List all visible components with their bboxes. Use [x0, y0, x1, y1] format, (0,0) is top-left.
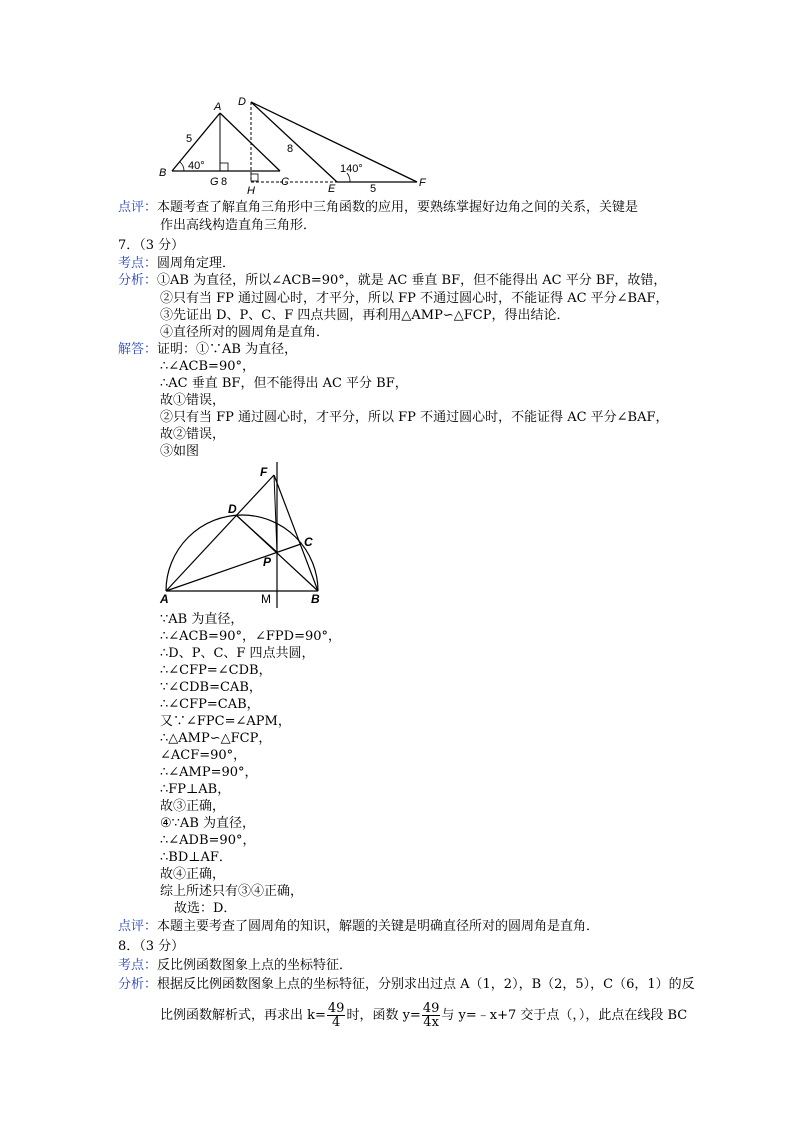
q7-proof-line: ∵AB 为直径，: [160, 612, 244, 627]
q8-fenxi-line-2: [160, 1001, 687, 1031]
fenxi-text-b: 时，函数 y=: [346, 1008, 421, 1023]
comment-6-line-2: 作出高线构造直角三角形．: [160, 218, 317, 233]
label-p: P: [263, 555, 272, 569]
q7-jieda-line: 故②错误，: [160, 427, 226, 442]
length-bc: 8: [221, 176, 228, 188]
kaodian-text: 圆周角定理．: [157, 256, 236, 271]
q7-proof-line: ∴D、P、C、F 四点共圆，: [160, 646, 315, 661]
label-g: G: [210, 176, 219, 188]
q7-jieda-line: ②只有当 FP 通过圆心时，才平分，所以 FP 不通过圆心时，不能证得 AC 平分∠BAF，: [160, 410, 669, 425]
fenxi-tag: 分析：: [118, 273, 158, 288]
jieda-text: 证明：①∵AB 为直径，: [157, 342, 298, 357]
figure-triangles: [150, 92, 440, 197]
question-8-heading: 8．（3 分）: [118, 939, 185, 954]
q7-proof-line: ∵∠CDB=CAB，: [160, 680, 262, 695]
q7-proof-line: ∴∠CFP=∠CDB，: [160, 663, 272, 678]
label-a: A: [214, 101, 222, 113]
label-b: B: [311, 592, 320, 606]
q7-jieda-line: ∴AC 垂直 BF，但不能得出 AC 平分 BF，: [160, 376, 408, 391]
question-7-heading: 7．（3 分）: [118, 238, 185, 253]
jieda-tag: 解答：: [118, 342, 158, 357]
fenxi-text-c: 与 y=﹣x+7 交于点（，），此点在线段 BC: [441, 1008, 688, 1023]
length-de: 8: [287, 143, 294, 155]
label-f: F: [260, 465, 268, 479]
comment-tag: 点评：: [118, 200, 158, 215]
kaodian-tag: 考点：: [118, 256, 158, 271]
q8-kaodian: [118, 957, 352, 974]
label-d: D: [228, 502, 237, 516]
length-ef: 5: [370, 183, 377, 195]
dianping-text: 本题主要考查了圆周角的知识，解题的关键是明确直径所对的圆周角是直角．: [157, 919, 600, 934]
q7-proof-line: ∴BD⊥AF．: [160, 850, 232, 865]
fraction-denominator: 4: [332, 1015, 341, 1030]
label-m: M: [261, 592, 271, 606]
comment-text: 本题考查了解直角三角形中三角函数的应用，要熟练掌握好边角之间的关系，关键是: [157, 200, 639, 215]
q7-proof-line: ∴FP⊥AB，: [160, 782, 231, 797]
kaodian-text: 反比例函数图象上点的坐标特征．: [157, 958, 353, 973]
q7-jieda-line: 故①错误，: [160, 393, 226, 408]
label-e: E: [328, 183, 336, 195]
label-c: C: [281, 176, 289, 188]
q7-kaodian: [118, 255, 235, 272]
fenxi-text: 根据反比例函数图象上点的坐标特征，分别求出过点 A（1，2），B（2，5），C（6，1）的反: [157, 977, 695, 992]
label-a: A: [160, 592, 169, 606]
label-h: H: [247, 185, 255, 197]
q7-jieda-line: ∴∠ACB=90°，: [160, 359, 255, 374]
q7-jieda-line-1: [118, 341, 297, 358]
fraction-numerator: 49: [327, 1001, 345, 1016]
label-b: B: [159, 167, 167, 179]
q7-fenxi-line-4: ④直径所对的圆周角是直角．: [160, 325, 330, 340]
q7-fenxi-line-3: ③先证出 D、P、C、F 四点共圆，再利用△AMP∽△FCP，得出结论．: [160, 308, 570, 323]
angle-e-label: 140°: [340, 163, 363, 175]
q7-jieda-line: ③如图: [160, 444, 200, 459]
q7-proof-line: ∠ACF=90°，: [160, 748, 247, 763]
fraction-denominator: 4x: [423, 1015, 439, 1030]
q7-fenxi-line-1: [118, 272, 666, 289]
q7-proof-line: ∴∠AMP=90°，: [160, 765, 258, 780]
q7-answer-line: 故选：D．: [174, 901, 237, 916]
label-f: F: [419, 177, 426, 189]
dianping-tag: 点评：: [118, 919, 158, 934]
length-ab: 5: [186, 133, 193, 145]
q7-proof-line: ∴∠CFP=CAB，: [160, 697, 260, 712]
angle-b-label: 40°: [188, 160, 205, 172]
fenxi-tag: 分析：: [118, 977, 158, 992]
q7-proof-line: ∴∠ACB=90°，∠FPD=90°，: [160, 629, 342, 644]
q7-proof-line: ∴∠ADB=90°，: [160, 833, 256, 848]
q7-proof-line: 综上所述只有③④正确，: [160, 884, 304, 899]
label-c: C: [304, 535, 313, 549]
fraction-numerator: 49: [422, 1001, 440, 1016]
fenxi-text-a: 比例函数解析式，再求出 k=: [160, 1008, 326, 1023]
q7-proof-line: 故④正确，: [160, 867, 226, 882]
q8-fenxi-line-1: [118, 976, 695, 993]
comment-6-line-1: [118, 199, 638, 216]
figure-circle: [158, 460, 328, 608]
label-d: D: [238, 96, 246, 108]
fraction-k: [327, 1002, 346, 1029]
q7-proof-line: 故③正确，: [160, 799, 226, 814]
kaodian-tag: 考点：: [118, 958, 158, 973]
fraction-y: [422, 1002, 441, 1029]
q7-proof-line: 又∵∠FPC=∠APM，: [160, 714, 291, 729]
fenxi-text: ①AB 为直径，所以∠ACB=90°，就是 AC 垂直 BF，但不能得出 AC 平分 BF，故错，: [157, 273, 667, 288]
q7-proof-line: ④∵AB 为直径，: [160, 816, 255, 831]
q7-dianping: [118, 918, 599, 935]
q7-proof-line: ∴△AMP∽△FCP，: [160, 731, 272, 746]
q7-fenxi-line-2: ②只有当 FP 通过圆心时，才平分，所以 FP 不通过圆心时，不能证得 AC 平分∠BAF，: [160, 291, 669, 306]
